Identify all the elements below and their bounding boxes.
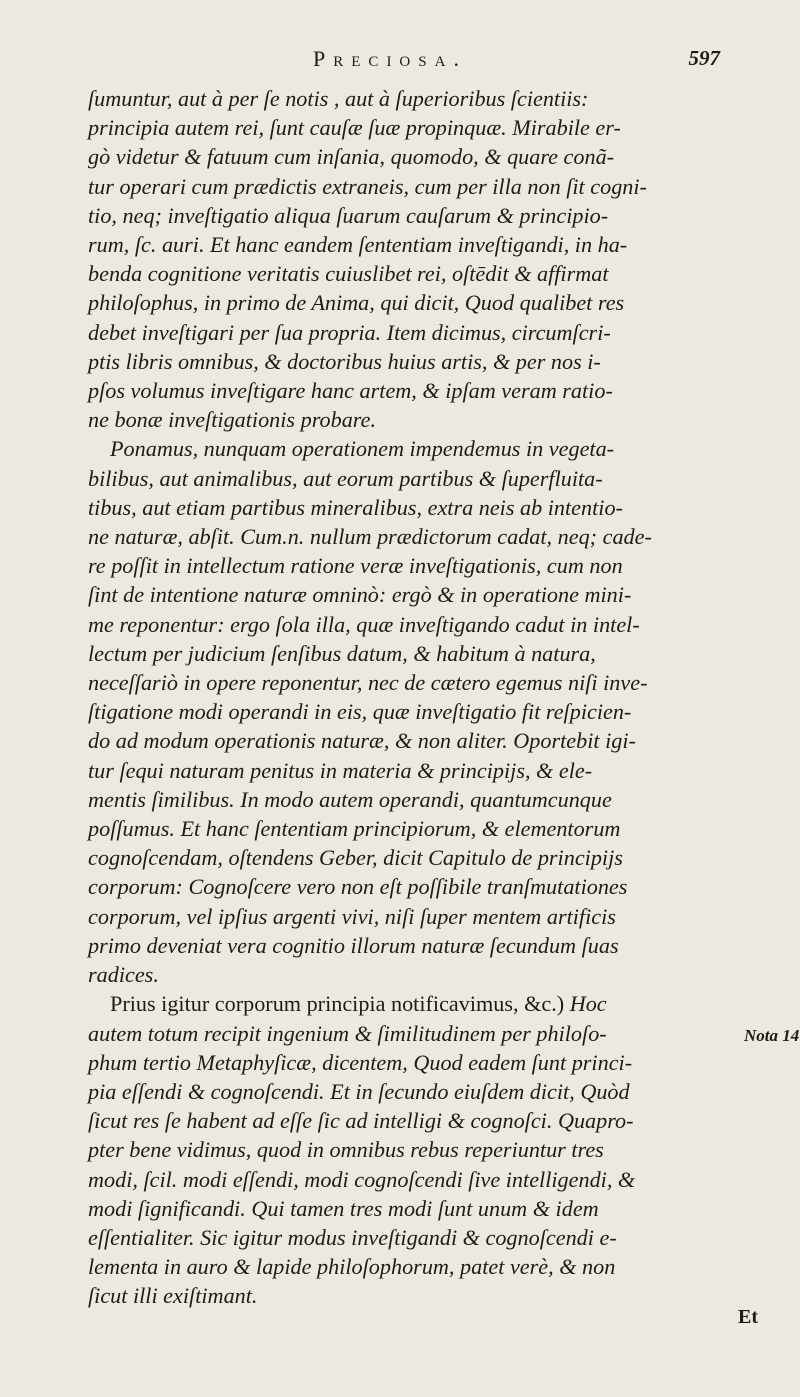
text-line: phum tertio Metaphyſicæ, dicentem, Quod eadem ſunt princi- — [88, 1049, 633, 1075]
text-line: mentis ſimilibus. In modo autem operandi, quantumcunque — [88, 786, 612, 812]
text-line: bilibus, aut animalibus, aut eorum partibus & ſuperfluita- — [88, 465, 603, 491]
text-line: cognoſcendam, oſtendens Geber, dicit Capitulo de principijs — [88, 845, 623, 871]
text-line: corporum, vel ipſius argenti vivi, niſi ſuper mentem artificis — [88, 903, 616, 929]
text-line: tio, neq; inveſtigatio aliqua ſuarum cauſarum & principio- — [88, 202, 609, 228]
body-text — [88, 84, 728, 1311]
text-line: primo deveniat vera cognitio illorum naturæ ſecundum ſuas — [88, 932, 619, 958]
text-line: lectum per judicium ſenſibus datum, & habitum à natura, — [88, 640, 596, 666]
text-line: tur ſequi naturam penitus in materia & principijs, & ele- — [88, 757, 593, 783]
text-line: corporum: Cognoſcere vero non eſt poſſibile tranſmutationes — [88, 874, 628, 900]
text-line: ſint de intentione naturæ omninò: ergò & in operatione mini- — [88, 582, 632, 608]
text-line: do ad modum operationis naturæ, & non aliter. Oportebit igi- — [88, 728, 636, 754]
text-line: lementa in auro & lapide philoſophorum, patet verè, & non — [88, 1254, 616, 1280]
text-line: tibus, aut etiam partibus mineralibus, extra neis ab intentio- — [88, 494, 623, 520]
text-line: benda cognitione veritatis cuiuslibet rei, oſtēdit & affirmat — [88, 261, 609, 287]
text-line: me reponentur: ergo ſola illa, quæ inveſtigando cadut in intel- — [88, 611, 640, 637]
text-line: principia autem rei, ſunt cauſæ ſuæ propinquæ. Mirabile er- — [88, 115, 621, 141]
text-line: debet inveſtigari per ſua propria. Item dicimus, circumſcri- — [88, 319, 611, 345]
text-line: ſtigatione modi operandi in eis, quæ inveſtigatio fit reſpicien- — [88, 699, 632, 725]
text-line: neceſſariò in opere reponentur, nec de cætero egemus niſi inve- — [88, 670, 648, 696]
running-head: Precıosa. — [313, 46, 467, 71]
italic-text: Hoc — [569, 991, 607, 1017]
text-line: modi ſignificandi. Qui tamen tres modi ſunt unum & idem — [88, 1195, 599, 1221]
text-line: radices. — [88, 962, 159, 988]
text-line: ne bonæ inveſtigationis probare. — [88, 407, 377, 433]
text-line: ſicut illi exiſtimant. — [88, 1283, 258, 1309]
text-line: ſicut res ſe habent ad eſſe ſic ad intelligi & cognoſci. Quapro- — [88, 1108, 634, 1134]
text-line: autem totum recipit ingenium & ſimilitudinem per philoſo- — [88, 1020, 607, 1046]
text-line: re poſſit in intellectum ratione veræ inveſtigationis, cum non — [88, 553, 623, 579]
text-line: pter bene vidimus, quod in omnibus rebus reperiuntur tres — [88, 1137, 604, 1163]
page-number: 597 — [688, 46, 720, 70]
text-line: ſumuntur, aut à per ſe notis , aut à ſuperioribus ſcientiis: — [88, 86, 589, 111]
text-line: Ponamus, nunquam operationem impendemus in vegeta- — [110, 436, 615, 462]
catchword: Et — [738, 1306, 758, 1328]
page-header — [60, 46, 720, 86]
text-line: philoſophus, in primo de Anima, qui dicit, Quod qualibet res — [88, 290, 625, 316]
text-line: pia eſſendi & cognoſcendi. Et in ſecundo eiuſdem dicit, Quòd — [88, 1078, 630, 1104]
text-line: modi, ſcil. modi eſſendi, modi cognoſcendi ſive intelligendi, & — [88, 1166, 636, 1192]
text-line: tur operari cum prædictis extraneis, cum per illa non ſit cogni- — [88, 173, 647, 199]
text-line: rum, ſc. auri. Et hanc eandem ſententiam inveſtigandi, in ha- — [88, 232, 628, 258]
text-line: ptis libris omnibus, & doctoribus huius artis, & per nos i- — [88, 348, 601, 374]
text-line: gò videtur & fatuum cum inſania, quomodo, & quare conã- — [88, 144, 615, 170]
text-line: pſos volumus inveſtigare hanc artem, & ipſam veram ratio- — [88, 378, 613, 404]
text-line: poſſumus. Et hanc ſententiam principiorum, & elementorum — [88, 816, 621, 842]
text-line: eſſentialiter. Sic igitur modus inveſtigandi & cognoſcendi e- — [88, 1224, 617, 1250]
roman-text: Prius igitur corporum principia notificavimus, &c.) — [110, 991, 565, 1017]
text-line: ne naturæ, abſit. Cum.n. nullum prædictorum cadat, neq; cade- — [88, 524, 652, 550]
text-line-roman — [88, 989, 728, 1018]
margin-note: Nota 14 — [744, 1026, 800, 1045]
